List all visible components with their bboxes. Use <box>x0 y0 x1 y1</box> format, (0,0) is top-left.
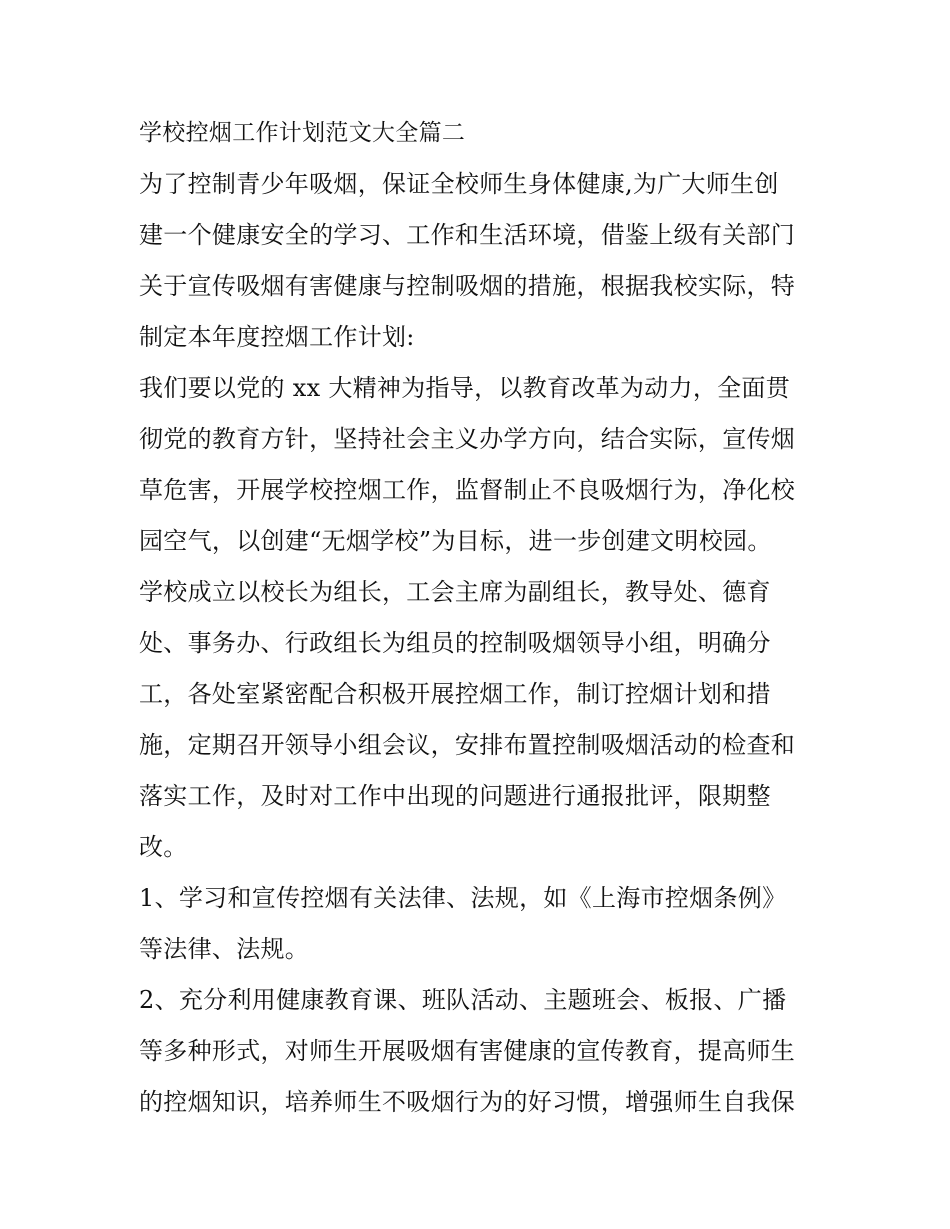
document-title: 学校控烟工作计划范文大全篇二 <box>139 120 466 146</box>
text-line: 落实工作，及时对工作中出现的问题进行通报批评，限期整 <box>139 782 771 810</box>
text-line: 关于宣传吸烟有害健康与控制吸烟的措施，根据我校实际，特 <box>139 272 796 300</box>
text-line: 建一个健康安全的学习、工作和生活环境，借鉴上级有关部门 <box>139 221 796 249</box>
text-line: 等法律、法规。 <box>139 935 310 963</box>
text-line: 的控烟知识，培养师生不吸烟行为的好习惯，增强师生自我保 <box>139 1088 796 1116</box>
text-line: 等多种形式，对师生开展吸烟有害健康的宣传教育，提高师生 <box>139 1037 796 1065</box>
text-line: 施，定期召开领导小组会议，安排布置控制吸烟活动的检查和 <box>139 731 796 759</box>
text-line: 处、事务办、行政组长为组员的控制吸烟领导小组，明确分 <box>139 629 771 657</box>
text-line: 工，各处室紧密配合积极开展控烟工作，制订控烟计划和措 <box>139 680 771 708</box>
text-line: 为了控制青少年吸烟，保证全校师生身体健康,为广大师生创 <box>139 170 779 198</box>
document-body <box>139 108 815 1128</box>
text-line: 园空气，以创建“无烟学校”为目标，进一步创建文明校园。 <box>139 527 772 555</box>
text-line: 草危害，开展学校控烟工作，监督制止不良吸烟行为，净化校 <box>139 476 796 504</box>
text-line: 学校成立以校长为组长，工会主席为副组长，教导处、德育 <box>139 578 771 606</box>
text-line: 1、学习和宣传控烟有关法律、法规，如《上海市控烟条例》 <box>139 884 787 912</box>
text-line: 改。 <box>139 833 188 861</box>
text-line: 制定本年度控烟工作计划: <box>139 323 415 351</box>
text-line: 我们要以党的 xx 大精神为指导，以教育改革为动力，全面贯 <box>139 374 791 402</box>
text-line: 彻党的教育方针，坚持社会主义办学方向，结合实际，宣传烟 <box>139 425 796 453</box>
text-line: 2、充分利用健康教育课、班队活动、主题班会、板报、广播 <box>139 986 787 1014</box>
